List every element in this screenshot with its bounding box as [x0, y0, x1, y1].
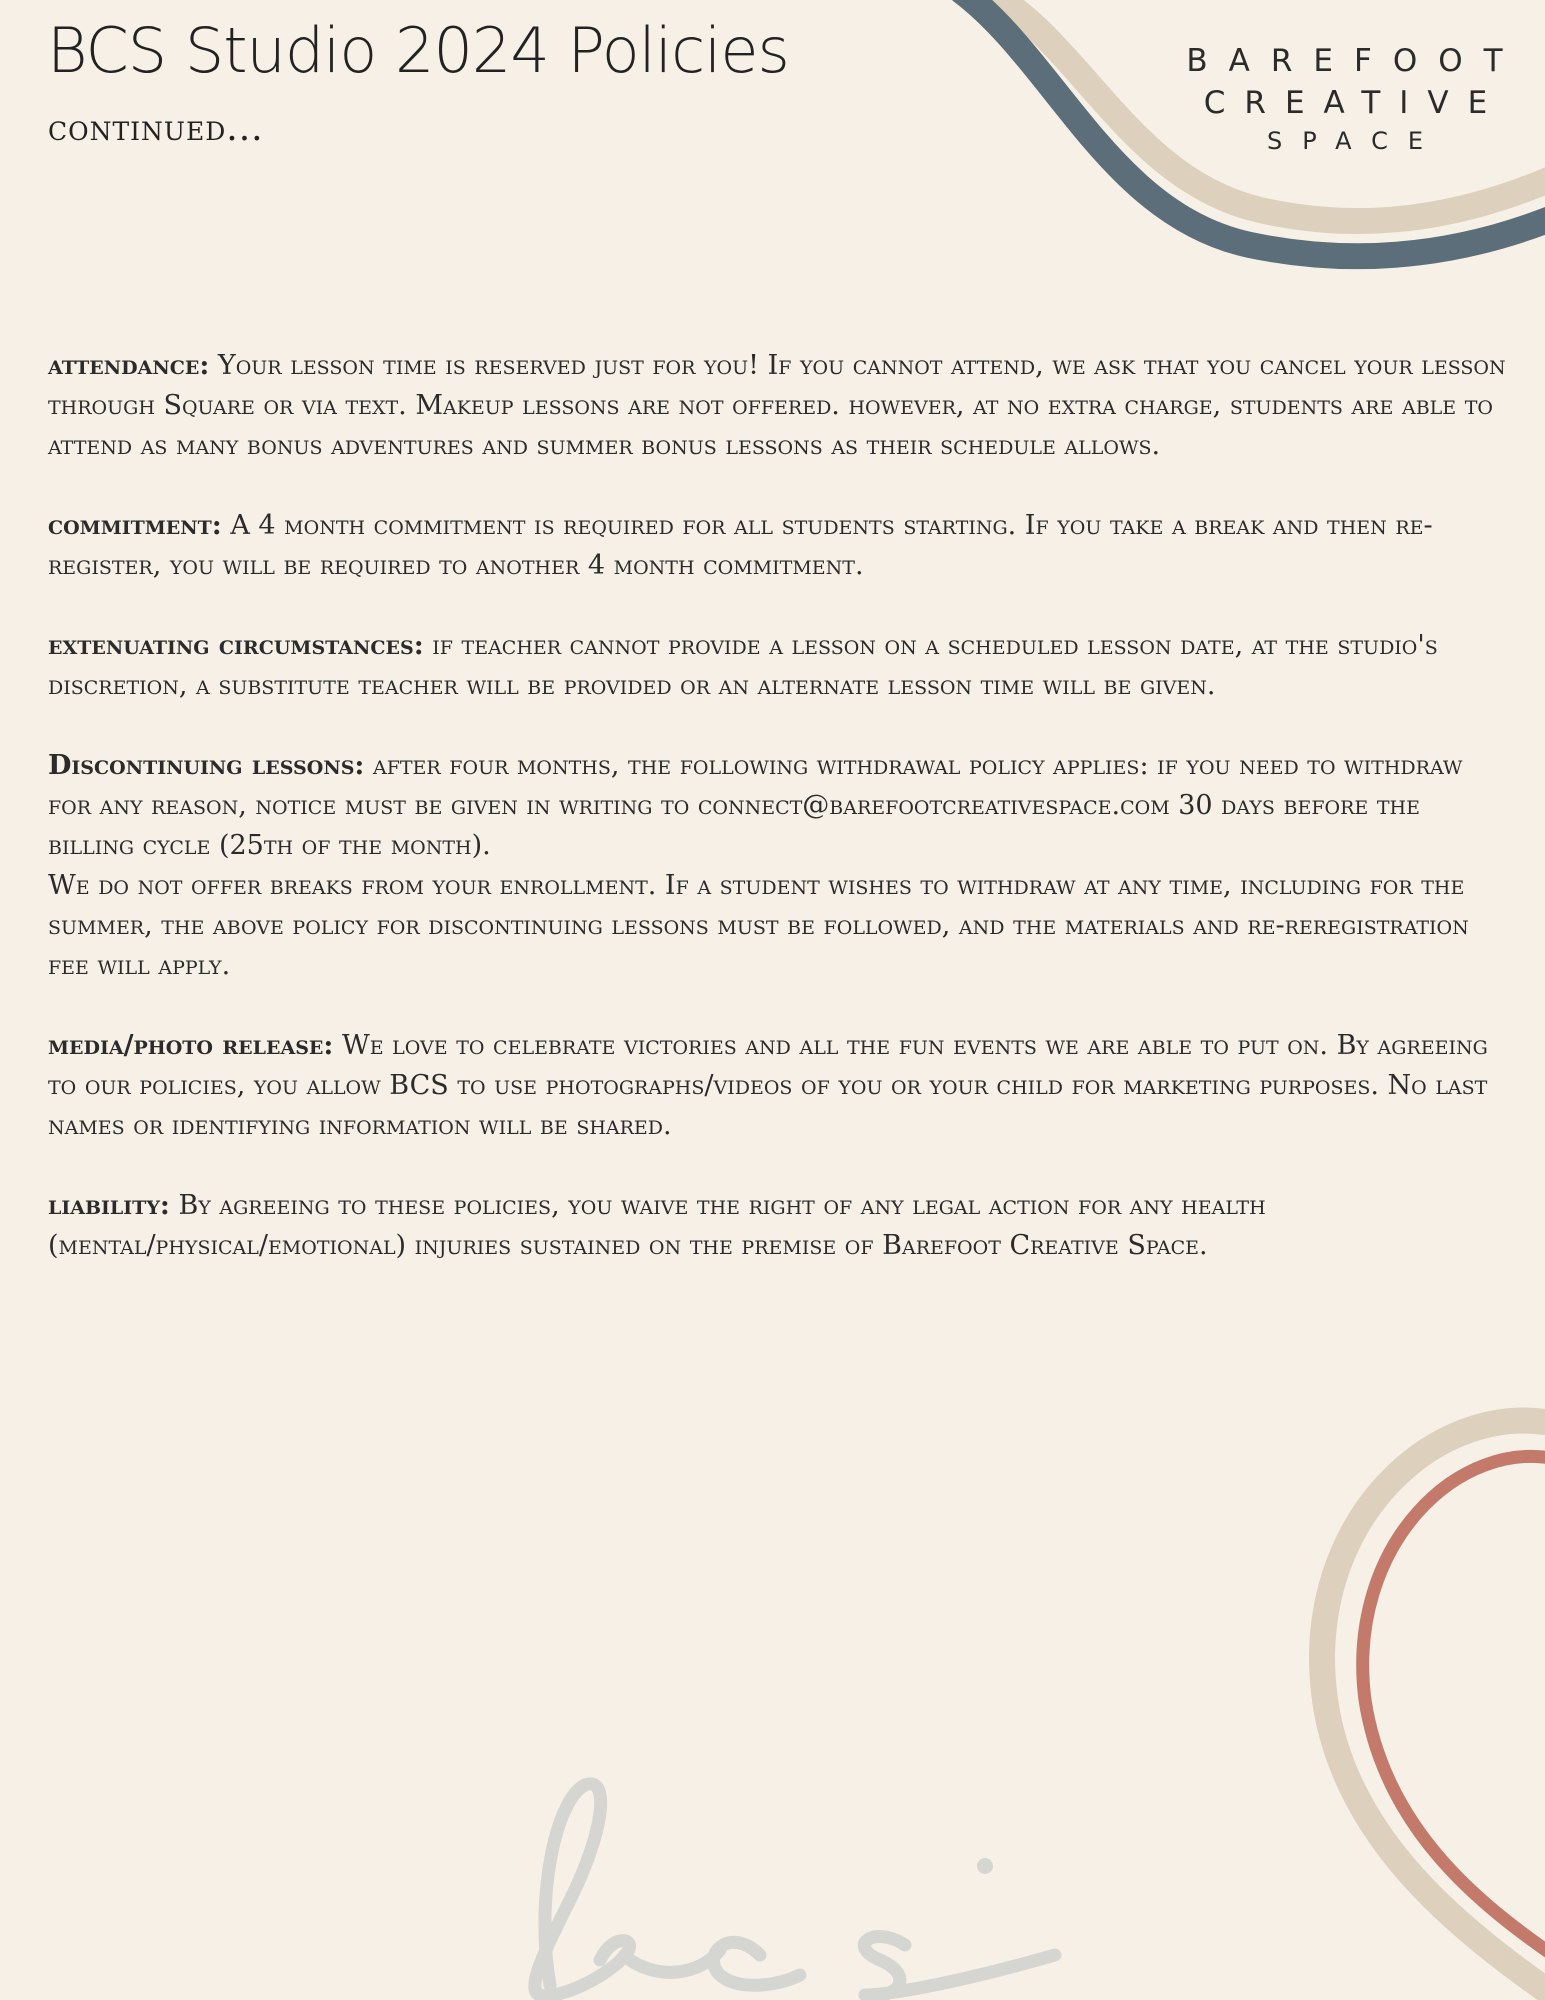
logo-line-1: BAREFOOT — [1186, 43, 1524, 79]
policy-commitment — [48, 506, 1508, 586]
bottom-arc-beige — [1322, 1421, 1545, 2000]
bottom-arc-terracotta — [1363, 1456, 1545, 1960]
section-body: after four months, the following withdrawal policy applies: if you need to withdraw for any reason, notice must be given in writing to connect@barefootcreativespace.com 30 days before the billing cycle (25th of the month). — [48, 750, 1463, 861]
section-body: if teacher cannot provide a lesson on a scheduled lesson date, at the studio's discretion, a substitute teacher will be provided or an alternate lesson time will be given. — [48, 630, 1438, 701]
policy-liability — [48, 1186, 1508, 1266]
section-heading: Discontinuing lessons: — [48, 750, 365, 781]
page-title: BCS Studio 2024 Policies — [47, 14, 789, 87]
policy-extenuating-circumstances — [48, 626, 1508, 706]
bcs-watermark — [535, 1784, 1055, 1996]
section-heading: extenuating circumstances: — [48, 630, 424, 661]
section-body: We love to celebrate victories and all the fun events we are able to put on. By agreeing to our policies, you allow BCS to use photographs/videos of you or your child for marketing purposes. No last names or identifying information will be shared. — [48, 1030, 1488, 1141]
section-heading: media/photo release: — [48, 1030, 334, 1061]
barefoot-logo — [1185, 40, 1525, 158]
section-body-continued: We do not offer breaks from your enrollment. If a student wishes to withdraw at any time, including for the summer, the above policy for discontinuing lessons must be followed, and the materials and re-reregistration fee will apply. — [48, 870, 1469, 981]
policy-media-photo-release — [48, 1026, 1508, 1146]
logo-line-3: SPACE — [1266, 127, 1444, 155]
section-heading: commitment: — [48, 510, 222, 541]
logo-line-2: CREATIVE — [1203, 85, 1507, 121]
section-body: By agreeing to these policies, you waive the right of any legal action for any health (mental/physical/emotional) injuries sustained on the premise of Barefoot Creative Space. — [48, 1190, 1266, 1261]
policy-attendance — [48, 346, 1508, 466]
policy-discontinuing-lessons — [48, 746, 1508, 986]
section-heading: attendance: — [48, 350, 210, 381]
page-subtitle: continued... — [48, 108, 264, 149]
section-heading: liability: — [48, 1190, 170, 1221]
policy-sections — [48, 346, 1508, 1306]
section-body: Your lesson time is reserved just for you! If you cannot attend, we ask that you cancel your lesson through Square or via text. Makeup lessons are not offered. however, at no extra charge, students are able to attend as many bonus adventures and summer bonus lessons as their schedule allows. — [48, 350, 1506, 461]
section-body: A 4 month commitment is required for all students starting. If you take a break and then re-register, you will be required to another 4 month commitment. — [48, 510, 1433, 581]
